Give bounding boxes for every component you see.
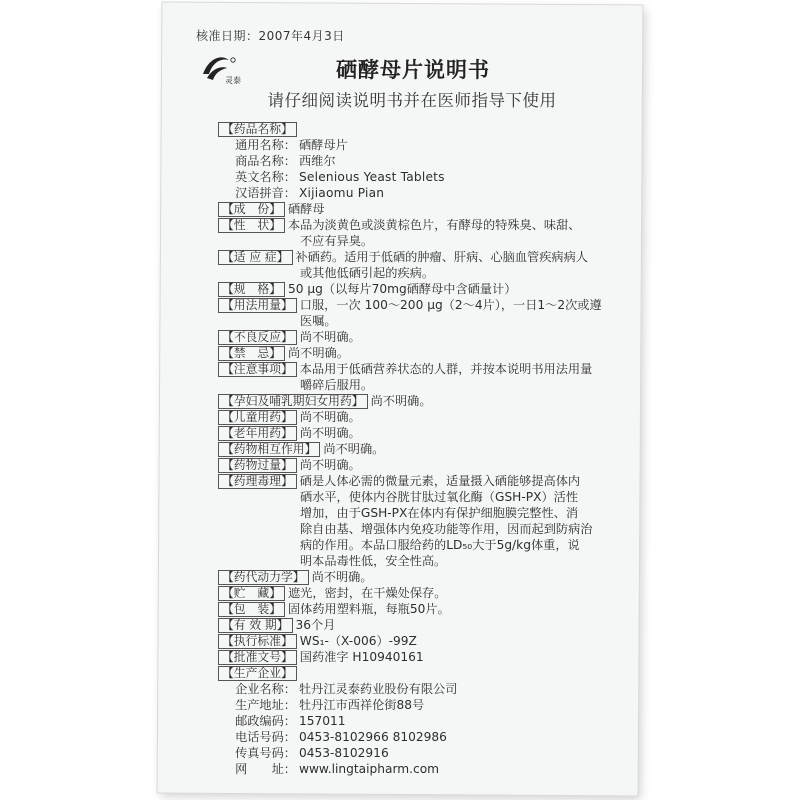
generic-name-row <box>218 137 633 153</box>
section-text: 除自由基、增强体内免疫功能等作用，因而起到防病治 <box>300 522 593 536</box>
section-tag: 【药物相互作用】 <box>218 442 320 457</box>
section-tag: 【执行标准】 <box>218 634 297 649</box>
section-pharmacology-cont <box>218 553 633 569</box>
field-label: 网 址： <box>235 762 296 776</box>
section-pharmacology-cont <box>218 537 633 553</box>
section-tag: 【孕妇及哺乳期妇女用药】 <box>218 394 368 409</box>
company-phone-row <box>218 729 633 745</box>
section-pregnancy <box>218 393 633 409</box>
section-storage <box>218 585 633 601</box>
section-text: 国药准字 H10940161 <box>299 650 424 664</box>
section-text: 明本品毒性低，安全性高。 <box>300 554 447 568</box>
section-elderly <box>218 425 633 441</box>
section-tag: 【有 效 期】 <box>218 618 293 633</box>
section-text: 口服，一次 100～200 μg（2～4片），一日1～2次或遵 <box>299 298 602 312</box>
section-precautions-cont <box>218 377 633 393</box>
section-dosage <box>218 297 633 313</box>
section-tag: 【儿童用药】 <box>218 410 297 425</box>
company-address-row <box>218 697 633 713</box>
leaflet-content <box>218 121 633 777</box>
section-text: 36个月 <box>295 618 336 632</box>
field-value: 西维尔 <box>299 154 336 168</box>
section-tag: 【生产企业】 <box>218 666 297 681</box>
section-children <box>218 409 633 425</box>
section-tag: 【性 状】 <box>218 218 285 233</box>
section-manufacturer <box>218 665 633 681</box>
field-value: 牡丹江灵泰药业股份有限公司 <box>299 682 458 696</box>
section-text: 尚不明确。 <box>288 346 349 360</box>
section-tag: 【贮 藏】 <box>218 586 285 601</box>
field-label: 传真号码： <box>235 746 296 760</box>
section-adverse <box>218 329 633 345</box>
field-value: Xijiaomu Pian <box>299 186 385 200</box>
section-tag: 【批准文号】 <box>218 650 297 665</box>
section-description <box>218 217 633 233</box>
section-tag: 【禁 忌】 <box>218 346 285 361</box>
section-interaction <box>218 441 633 457</box>
section-package <box>218 601 633 617</box>
section-pharmacology-cont <box>218 521 633 537</box>
section-text: 硒酵母 <box>288 202 325 216</box>
section-dosage-cont <box>218 313 633 329</box>
section-overdose <box>218 457 633 473</box>
field-label: 企业名称： <box>235 682 296 696</box>
section-validity <box>218 617 633 633</box>
trade-name-row <box>218 153 633 169</box>
company-web-row <box>218 761 633 777</box>
section-tag: 【药代动力学】 <box>218 570 309 585</box>
english-name-row <box>218 169 633 185</box>
section-drug-name <box>218 121 633 137</box>
section-tag: 【成 份】 <box>218 202 285 217</box>
section-pharmacology-cont <box>218 489 633 505</box>
section-text: 尚不明确。 <box>323 442 385 456</box>
section-tag: 【老年用药】 <box>218 426 297 441</box>
section-text: 本品为淡黄色或淡黄棕色片，有酵母的特殊臭、味甜、 <box>288 218 581 232</box>
section-text: 尚不明确。 <box>299 458 361 472</box>
field-label: 汉语拼音： <box>235 186 296 200</box>
section-text: 病的作用。本品口服给药的LD₅₀大于5g/kg体重，说 <box>300 538 580 552</box>
section-text: 固体药用塑料瓶，每瓶50片。 <box>288 602 450 616</box>
section-text: 尚不明确。 <box>311 570 373 584</box>
field-value: 0453-8102916 <box>299 746 389 760</box>
section-pharmacology-cont <box>218 505 633 521</box>
section-tag: 【用法用量】 <box>218 298 297 313</box>
section-text: WS₁-（X-006）-99Z <box>299 634 417 648</box>
section-tag: 【不良反应】 <box>218 330 297 345</box>
section-tag: 【适 应 症】 <box>218 250 293 265</box>
document-subtitle: 请仔细阅读说明书并在医师指导下使用 <box>267 91 557 110</box>
section-precautions <box>218 361 633 377</box>
field-label: 英文名称： <box>235 170 296 184</box>
field-value: 牡丹江市西祥伦街88号 <box>299 698 425 712</box>
section-pharmacology <box>218 473 633 489</box>
section-composition <box>218 201 633 217</box>
section-text: 硒水平，使体内谷胱甘肽过氧化酶（GSH-PX）活性 <box>300 490 579 504</box>
section-standard <box>218 633 633 649</box>
company-name-row <box>218 681 633 697</box>
document-title: 硒酵母片说明书 <box>336 58 490 82</box>
field-label: 通用名称： <box>235 138 296 152</box>
section-tag: 【包 装】 <box>218 602 285 617</box>
section-tag: 【药理毒理】 <box>218 474 297 489</box>
logo-text: 灵泰 <box>225 76 241 85</box>
section-text: 或其他低硒引起的疾病。 <box>300 266 435 280</box>
field-label: 生产地址： <box>235 698 296 712</box>
section-approval-no <box>218 649 633 665</box>
company-fax-row <box>218 745 633 761</box>
section-text: 不应有异臭。 <box>300 234 374 248</box>
field-value: 157011 <box>299 714 346 728</box>
section-tag: 【药品名称】 <box>218 122 297 137</box>
website-link[interactable]: www.lingtaipharm.com <box>299 762 440 776</box>
section-text: 尚不明确。 <box>299 330 361 344</box>
section-text: 医嘱。 <box>300 314 337 328</box>
section-text: 50 μg（以每片70mg硒酵母中含硒量计） <box>288 282 517 296</box>
section-spec <box>218 281 633 297</box>
section-text: 遮光，密封，在干燥处保存。 <box>288 586 447 600</box>
field-value: 0453-8102966 8102986 <box>299 730 447 744</box>
field-label: 邮政编码： <box>235 714 296 728</box>
section-tag: 【注意事项】 <box>218 362 297 377</box>
section-indication <box>218 249 633 265</box>
pinyin-row <box>218 185 633 201</box>
section-tag: 【药物过量】 <box>218 458 297 473</box>
field-value: Selenious Yeast Tablets <box>299 170 445 184</box>
section-text: 硒是人体必需的微量元素，适量摄入硒能够提高体内 <box>299 474 581 488</box>
section-tag: 【规 格】 <box>218 282 285 297</box>
field-label: 电话号码： <box>235 730 296 744</box>
section-text: 嚼碎后服用。 <box>300 378 374 392</box>
section-text: 本品用于低硒营养状态的人群，并按本说明书用法用量 <box>299 362 593 376</box>
section-pharmacokinetics <box>218 569 633 585</box>
section-indication-cont <box>218 265 633 281</box>
section-text: 尚不明确。 <box>370 394 432 408</box>
section-text: 尚不明确。 <box>299 410 361 424</box>
section-description-cont <box>218 233 633 249</box>
approval-date: 核准日期：2007年4月3日 <box>196 29 345 43</box>
section-text: 增加，由于GSH-PX在体内有保护细胞膜完整性、消 <box>300 506 579 520</box>
field-value: 硒酵母片 <box>299 138 348 152</box>
section-contra <box>218 345 633 361</box>
section-text: 尚不明确。 <box>299 426 361 440</box>
section-text: 补硒药。适用于低硒的肿瘤、肝病、心脑血管疾病病人 <box>295 250 588 264</box>
field-label: 商品名称： <box>235 154 296 168</box>
company-postal-row <box>218 713 633 729</box>
